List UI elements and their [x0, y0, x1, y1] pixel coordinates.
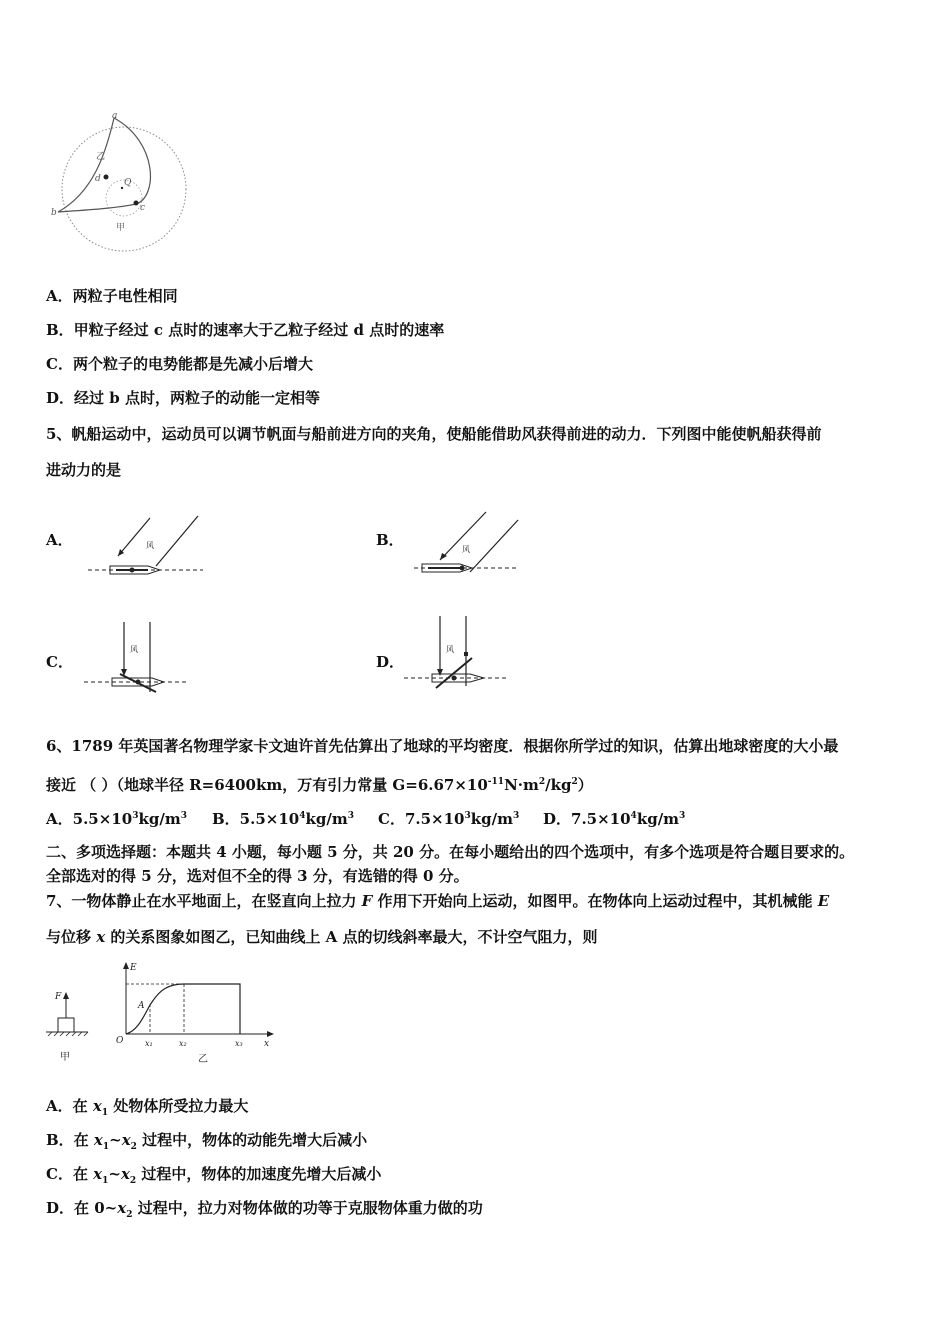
q6-line2-mid: N·m — [504, 776, 539, 794]
q7-line2 — [46, 927, 598, 947]
q7-option-b-var2: x — [121, 1131, 131, 1149]
q6-option-a-unit-exp: 3 — [180, 811, 187, 821]
q7-option-a-sub: 1 — [101, 1108, 109, 1118]
fig7-label-a: A — [138, 1001, 145, 1011]
q7-option-b-sub2: 2 — [130, 1142, 137, 1152]
q7-option-c-sub2: 2 — [129, 1176, 137, 1186]
q6-option-d-exp: 4 — [630, 811, 637, 821]
q6-option-b — [212, 806, 354, 829]
section2-line1: 二、多项选择题：本题共 4 小题，每小题 5 分，共 20 分。在每小题给出的四个选项中，有多个选项是符合题目要求的。 — [46, 843, 855, 861]
q6-line2-exp: -11 — [487, 777, 505, 787]
q5-label-b: B． — [376, 531, 404, 549]
q7-option-a-post: 处物体所受拉力最大 — [108, 1097, 249, 1115]
q6-option-a-unit: kg/m — [138, 810, 181, 828]
q7-line2-end: 的关系图象如图乙，已知曲线上 A 点的切线斜率最大，不计空气阻力，则 — [105, 928, 598, 946]
q7-line2-pre: 与位移 — [46, 928, 97, 946]
wind-label-a: 风 — [146, 541, 154, 550]
q7-option-c-sub: 1 — [102, 1176, 109, 1186]
q7-line1-pre: 7、一物体静止在水平地面上，在竖直向上拉力 — [46, 892, 362, 910]
fig7-label-jia: 甲 — [60, 1052, 70, 1063]
q6-option-c — [378, 806, 519, 829]
q5-stem-line2: 进动力的是 — [46, 461, 122, 479]
q6-option-b-unit-exp: 3 — [347, 811, 354, 821]
q7-option-b-sub: 1 — [102, 1142, 110, 1152]
q7-line1 — [46, 891, 829, 911]
q6-option-d — [543, 806, 685, 829]
q6-option-b-label: B．5.5×10 — [212, 810, 300, 828]
q7-option-c — [46, 1164, 381, 1191]
fig7-label-f: F — [55, 992, 62, 1002]
q7-option-d-sub: 2 — [126, 1210, 133, 1220]
q7-option-b — [46, 1130, 367, 1157]
label-b: b — [51, 208, 57, 218]
q7-option-b-var: x — [93, 1131, 103, 1149]
fig7-label-yi: 乙 — [198, 1054, 208, 1065]
q6-line2-exp2: 2 — [538, 777, 546, 787]
q6-option-d-unit: kg/m — [636, 810, 680, 828]
q7-option-a — [46, 1096, 248, 1123]
q7-option-b-pre: B．在 — [46, 1131, 94, 1149]
wind-label-b: 风 — [462, 545, 470, 554]
label-d: d — [95, 174, 101, 184]
q6-line2 — [46, 772, 593, 795]
q7-option-c-post: 过程中，物体的加速度先增大后减小 — [136, 1165, 382, 1183]
q7-option-c-mid: ~ — [108, 1165, 121, 1183]
q6-option-b-exp: 4 — [299, 811, 306, 821]
q7-option-b-mid: ~ — [109, 1131, 122, 1149]
label-c: c — [140, 203, 146, 213]
q6-option-c-label: C．7.5×10 — [378, 810, 465, 828]
q5-label-a: A． — [46, 531, 73, 549]
q7-option-c-var: x — [93, 1165, 103, 1183]
fig7-label-x2: x₂ — [179, 1039, 187, 1048]
wind-label-c: 风 — [130, 645, 138, 654]
fig7-label-e: E — [130, 963, 137, 973]
q4-option-a: A．两粒子电性相同 — [46, 287, 178, 305]
q6-option-a-exp: 3 — [132, 811, 139, 821]
label-q: Q — [124, 178, 132, 188]
q6-line2-pre: 接近 （ ）（地球半径 R=6400km，万有引力常量 G=6.67×10 — [46, 776, 488, 794]
label-a: a — [112, 112, 118, 121]
q5-label-d: D． — [376, 653, 405, 671]
fig7-label-x3: x₃ — [235, 1039, 243, 1048]
sail-figure-b — [414, 510, 524, 578]
q7-option-d-post: 过程中，拉力对物体做的功等于克服物体重力做的功 — [132, 1199, 483, 1217]
q7-option-a-var: x — [92, 1097, 102, 1115]
q5-label-c: C． — [46, 653, 73, 671]
q4-option-b: B．甲粒子经过 c 点时的速率大于乙粒子经过 d 点时的速率 — [46, 321, 445, 339]
q6-line2-mid2: /kg — [545, 776, 572, 794]
q6-option-c-exp: 3 — [464, 811, 471, 821]
q6-option-a — [46, 806, 187, 829]
q7-line1-f: F — [361, 892, 373, 910]
q6-line2-exp3: 2 — [571, 777, 578, 787]
q6-option-c-unit: kg/m — [470, 810, 513, 828]
q7-option-d-pre: D．在 0~ — [46, 1199, 118, 1217]
label-yi: 乙 — [96, 152, 106, 162]
orbit-figure — [48, 112, 196, 257]
q6-option-b-unit: kg/m — [305, 810, 348, 828]
q7-option-d — [46, 1198, 483, 1225]
q4-option-d: D．经过 b 点时，两粒子的动能一定相等 — [46, 389, 320, 407]
q7-option-c-pre: C．在 — [46, 1165, 94, 1183]
q6-option-d-unit-exp: 3 — [679, 811, 686, 821]
fig7-label-x: x — [264, 1039, 270, 1049]
q7-option-b-post: 过程中，物体的动能先增大后减小 — [136, 1131, 368, 1149]
q6-line1: 6、1789 年英国著名物理学家卡文迪许首先估算出了地球的平均密度．根据你所学过的知识，估算出地球密度的大小最 — [46, 737, 839, 755]
label-jia: 甲 — [116, 223, 126, 233]
energy-displacement-graph — [112, 958, 278, 1068]
section2-line2: 全部选对的得 5 分，选对但不全的得 3 分，有选错的得 0 分。 — [46, 867, 469, 885]
q7-option-c-var2: x — [120, 1165, 130, 1183]
fig7-label-x1: x₁ — [145, 1039, 153, 1048]
wind-label-d: 风 — [446, 645, 454, 654]
q6-option-c-unit-exp: 3 — [512, 811, 520, 821]
q7-option-d-var: x — [117, 1199, 127, 1217]
q4-option-c: C．两个粒子的电势能都是先减小后增大 — [46, 355, 313, 373]
q7-line1-e: E — [817, 892, 830, 910]
sail-figure-d — [404, 612, 512, 692]
q6-option-a-label: A．5.5×10 — [46, 810, 133, 828]
q6-line2-end: ） — [577, 776, 593, 794]
sail-figure-c — [84, 620, 194, 694]
q5-stem-line1: 5、帆船运动中，运动员可以调节帆面与船前进方向的夹角，使船能借助风获得前进的动力．下列图中能使帆船获得前 — [46, 425, 822, 443]
force-block-figure — [44, 984, 100, 1066]
q7-line2-x: x — [96, 928, 106, 946]
q6-option-d-label: D．7.5×10 — [543, 810, 631, 828]
q7-option-a-pre: A．在 — [46, 1097, 93, 1115]
sail-figure-a — [88, 512, 208, 578]
q7-line1-mid: 作用下开始向上运动，如图甲。在物体向上运动过程中，其机械能 — [372, 892, 818, 910]
fig7-label-o: O — [116, 1036, 124, 1046]
